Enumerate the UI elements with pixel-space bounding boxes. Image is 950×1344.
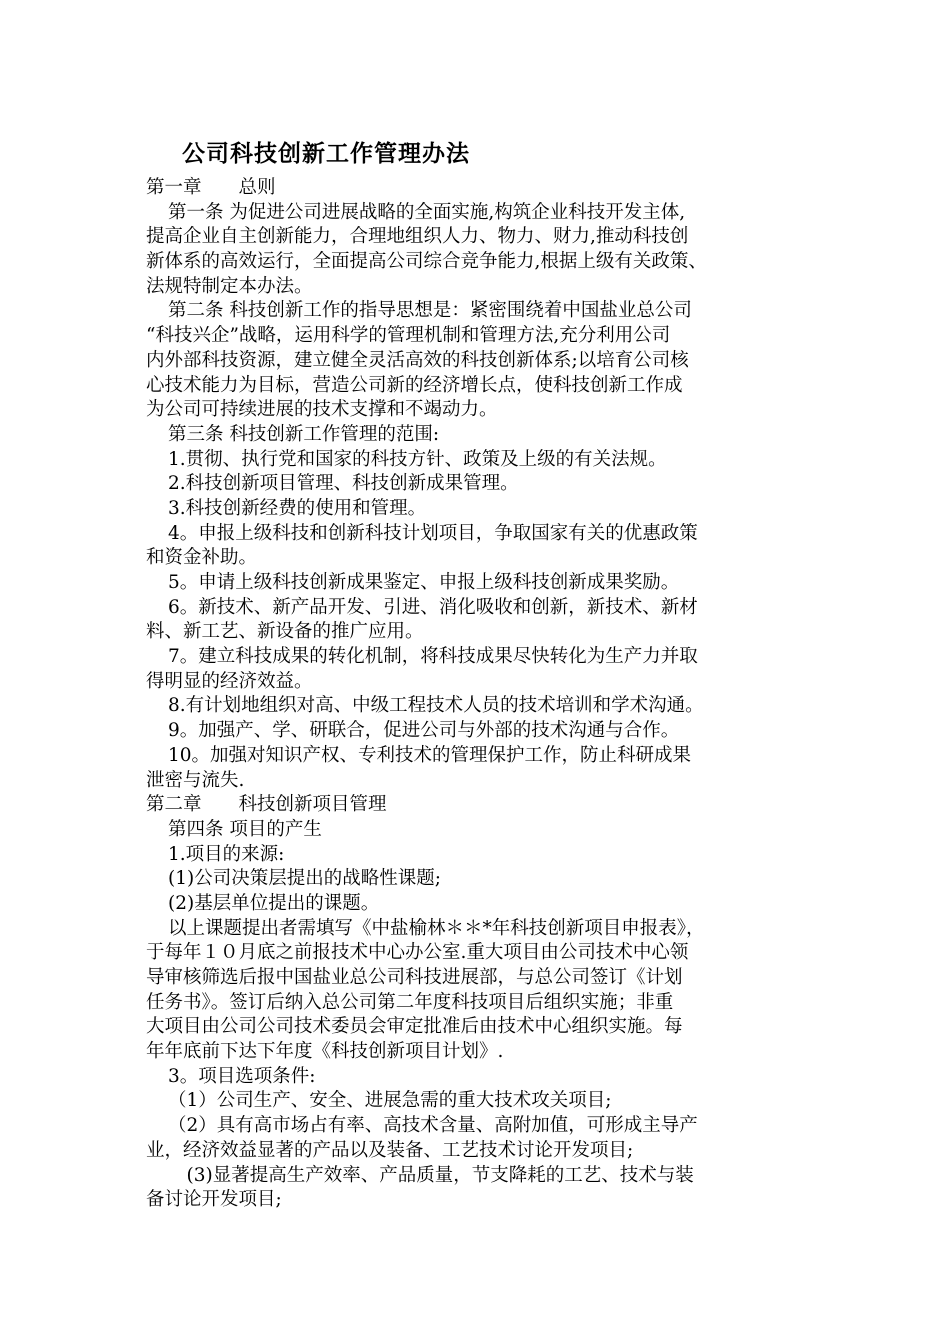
document-line: 大项目由公司公司技术委员会审定批准后由技术中心组织实施。每 xyxy=(146,1016,683,1038)
document-line: 3。项目选项条件: xyxy=(168,1065,316,1087)
document-line: 和资金补助。 xyxy=(146,547,258,569)
document-line: 1.项目的来源: xyxy=(168,843,285,865)
document-line: 得明显的经济效益。 xyxy=(146,670,313,692)
document-title: 公司科技创新工作管理办法 xyxy=(182,141,470,167)
document-line: 10。加强对知识产权、专利技术的管理保护工作，防止科研成果 xyxy=(168,744,692,766)
document-line: 5。申请上级科技创新成果鉴定、申报上级科技创新成果奖励。 xyxy=(168,572,680,593)
document-line: 8.有计划地组织对高、中级工程技术人员的技术培训和学术沟通。 xyxy=(168,695,704,717)
document-line: 6。新技术、新产品开发、引进、消化吸收和创新，新技术、新材 xyxy=(168,596,698,618)
document-line: 1.贯彻、执行党和国家的科技方针、政策及上级的有关法规。 xyxy=(168,448,667,470)
document-line: 第二章 科技创新项目管理 xyxy=(146,794,387,816)
document-line: 第四条 项目的产生 xyxy=(168,818,322,840)
document-line: 年年底前下达下年度《科技创新项目计划》. xyxy=(146,1041,504,1063)
document-line: 于每年１０月底之前报技术中心办公室.重大项目由公司技术中心领 xyxy=(146,942,689,964)
document-line: （2）具有高市场占有率、高技术含量、高附加值，可形成主导产 xyxy=(168,1115,698,1137)
document-line: 为公司可持续进展的技术支撑和不竭动力。 xyxy=(146,399,498,421)
document-line: “科技兴企”战略，运用科学的管理机制和管理方法,充分利用公司 xyxy=(146,325,671,347)
document-line: 2.科技创新项目管理、科技创新成果管理。 xyxy=(168,473,519,495)
document-line: 7。建立科技成果的转化机制，将科技成果尽快转化为生产力并取 xyxy=(168,646,698,668)
document-line: 第一条 为促进公司进展战略的全面实施,构筑企业科技开发主体, xyxy=(168,201,686,223)
document-line: 第一章 总则 xyxy=(146,177,276,198)
document-line: 心技术能力为目标，营造公司新的经济增长点，使科技创新工作成 xyxy=(146,374,683,396)
document-line: 料、新工艺、新设备的推广应用。 xyxy=(146,621,424,643)
document-line: 备讨论开发项目; xyxy=(146,1189,282,1211)
document-line: 9。加强产、学、研联合，促进公司与外部的技术沟通与合作。 xyxy=(168,720,680,742)
document-line: 导审核筛选后报中国盐业总公司科技进展部，与总公司签订《计划 xyxy=(146,967,683,988)
document-line: 第三条 科技创新工作管理的范围: xyxy=(168,423,440,445)
document-line: 3.科技创新经费的使用和管理。 xyxy=(168,497,427,519)
document-line: (3)显著提高生产效率、产品质量，节支降耗的工艺、技术与装 xyxy=(168,1164,694,1186)
document-line: （1）公司生产、安全、进展急需的重大技术攻关项目; xyxy=(168,1090,612,1112)
document-line: 任务书》。签订后纳入总公司第二年度科技项目后组织实施；非重 xyxy=(146,991,674,1013)
document-line: 业，经济效益显著的产品以及装备、工艺技术讨论开发项目; xyxy=(146,1139,634,1161)
document-line: 新体系的高效运行，全面提高公司综合竞争能力,根据上级有关政策、 xyxy=(146,251,707,273)
document-line: 第二条 科技创新工作的指导思想是：紧密围绕着中国盐业总公司 xyxy=(168,300,692,322)
document-line: 以上课题提出者需填写《中盐榆林＊＊*年科技创新项目申报表》， xyxy=(168,917,705,939)
document-line: 提高企业自主创新能力，合理地组织人力、物力、财力,推动科技创 xyxy=(146,226,689,248)
document-line: (2)基层单位提出的课题。 xyxy=(168,892,380,914)
document-line: 内外部科技资源，建立健全灵活高效的科技创新体系;以培育公司核 xyxy=(146,349,689,371)
document-line: 泄密与流失. xyxy=(146,769,245,791)
document-body xyxy=(146,176,816,1213)
document-line: 法规特制定本办法。 xyxy=(146,275,313,297)
document-line: (1)公司决策层提出的战略性课题; xyxy=(168,868,441,890)
document-line: 4。申报上级科技和创新科技计划项目，争取国家有关的优惠政策 xyxy=(168,522,698,544)
